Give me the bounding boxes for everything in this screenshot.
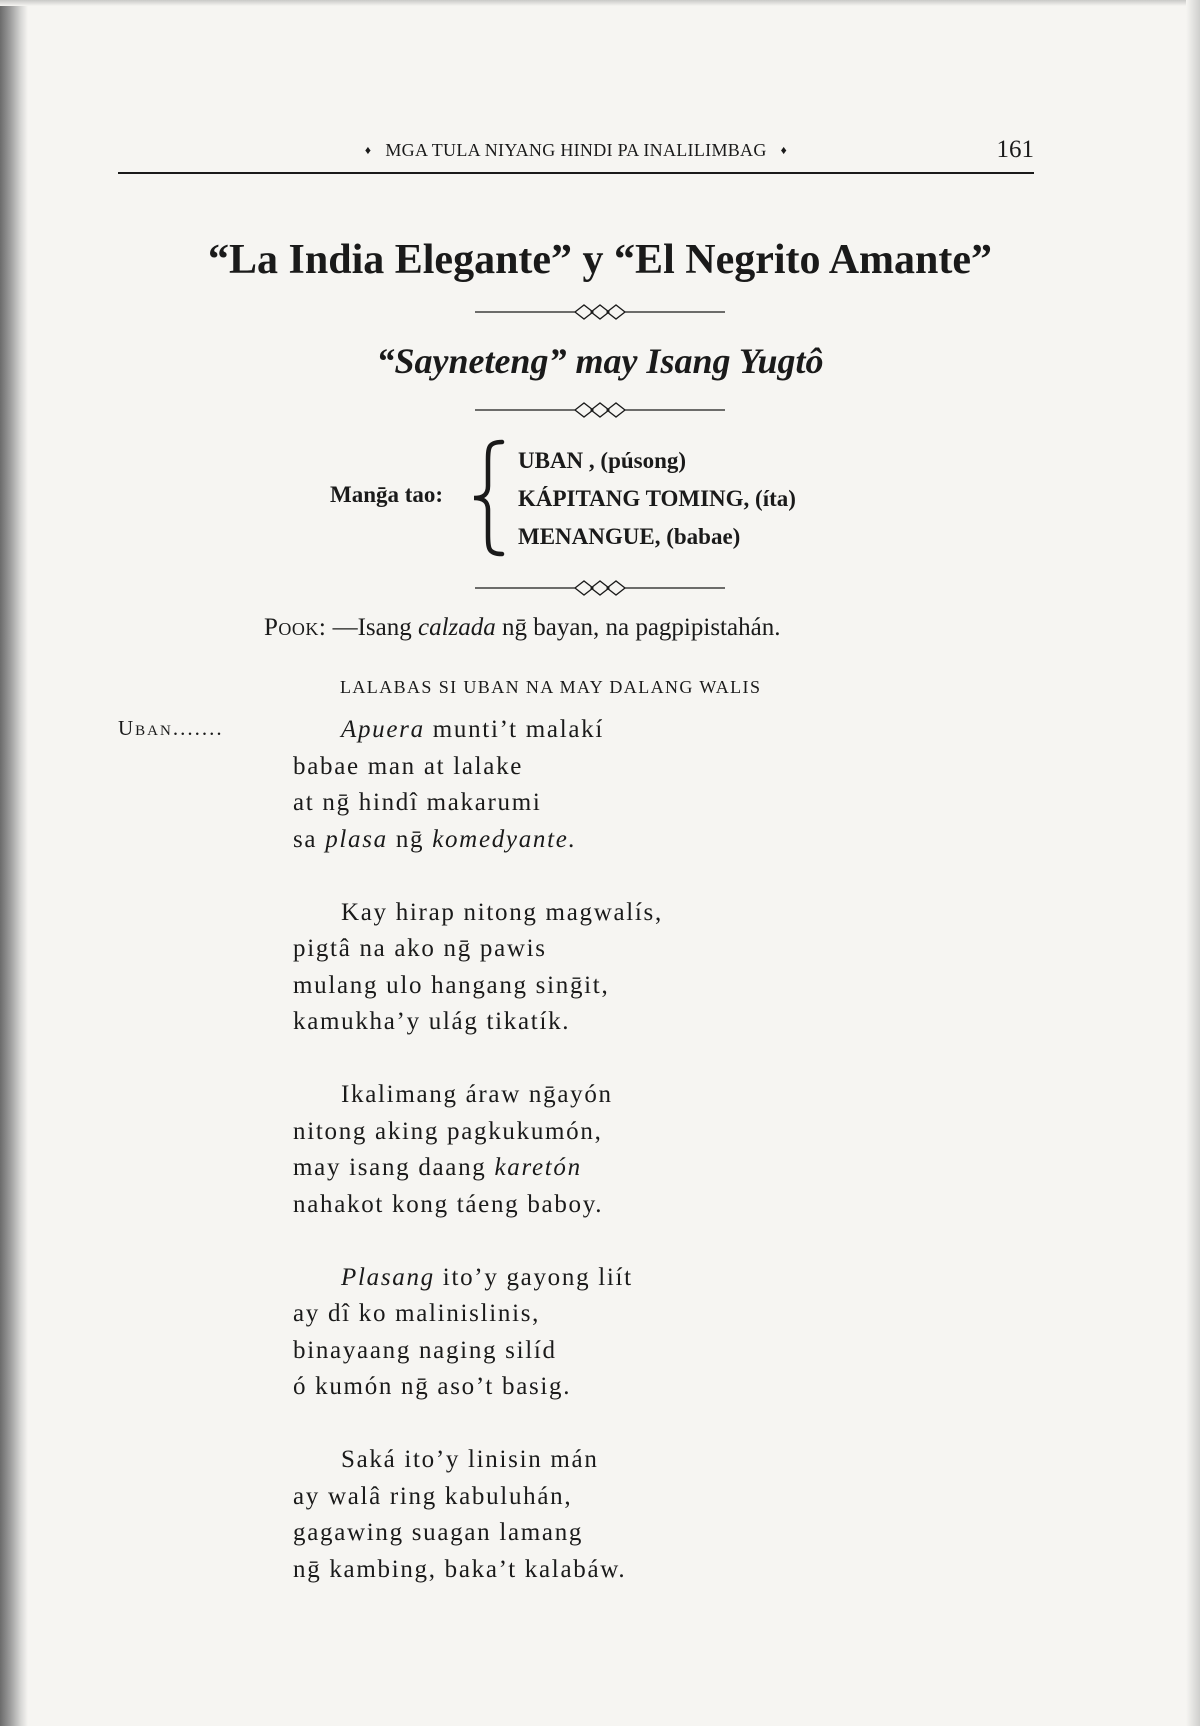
cast-label: Manḡa tao:	[330, 482, 444, 507]
stanza	[293, 1260, 993, 1406]
page-subtitle: “Sayneteng” may Isang Yugtô	[376, 341, 824, 381]
poem-line: pigtâ na ako nḡ pawis	[293, 935, 547, 962]
setting-italic: calzada	[418, 614, 496, 641]
page-top-edge	[0, 0, 1200, 6]
poem-line: ay walâ ring kabuluhán,	[293, 1482, 573, 1510]
setting-line	[264, 614, 780, 642]
poem-line: nḡ kambing, baka’t kalabáw.	[293, 1555, 627, 1583]
running-head	[118, 136, 1034, 172]
poem-line: sa plasa nḡ komedyante.	[293, 825, 577, 853]
ornament-divider-1	[0, 300, 1200, 324]
poem-line: babae man at lalake	[293, 752, 524, 780]
poem-line: Kay hirap nitong magwalís,	[341, 898, 663, 926]
page-title: “La India Elegante” y “El Negrito Amante”	[208, 237, 992, 283]
cast-member: KÁPITANG TOMING, (íta)	[518, 486, 796, 511]
setting-text: —Isang	[326, 614, 419, 641]
poem-line: kamukha’y ulág tikatík.	[293, 1008, 571, 1035]
cast-member: UBAN , (púsong)	[518, 448, 687, 473]
poem-line: Ikalimang áraw nḡayón	[341, 1081, 613, 1108]
header-rule	[118, 172, 1034, 174]
poem-line: nitong aking pagkukumón,	[293, 1117, 603, 1145]
poem-line: ay dî ko malinislinis,	[293, 1300, 541, 1327]
stanza	[293, 895, 993, 1041]
page-number: 161	[996, 136, 1034, 163]
curly-brace-icon	[468, 438, 508, 558]
diamond-right-icon: ♦	[780, 143, 788, 157]
stanza	[293, 1442, 993, 1588]
setting-text: nḡ bayan, na pagpipistahán.	[495, 614, 781, 641]
poem-line: Plasang ito’y gayong liít	[341, 1263, 633, 1291]
cast-member: MENANGUE, (babae)	[518, 524, 741, 549]
cast-members	[518, 442, 796, 556]
poem-line: ó kumón nḡ aso’t basig.	[293, 1373, 572, 1400]
cast-list-block	[330, 442, 890, 548]
stanza	[293, 1077, 993, 1223]
ornament-divider-icon	[475, 300, 725, 324]
poem-line: Saká ito’y linisin mán	[341, 1446, 599, 1473]
poem-line: gagawing suagan lamang	[293, 1519, 584, 1546]
poem-line: Apuera munti’t malakí	[341, 716, 604, 743]
poem-line: binayaang naging silíd	[293, 1336, 557, 1364]
running-head-title	[118, 140, 1034, 161]
stage-direction: LALABAS SI UBAN NA MAY DALANG WALIS	[340, 677, 762, 697]
diamond-left-icon: ♦	[364, 143, 372, 157]
ornament-divider-2	[0, 398, 1200, 422]
ornament-divider-3	[0, 576, 1200, 600]
poem-line: may isang daang karetón	[293, 1154, 582, 1181]
speaker-name: Uban.......	[118, 716, 224, 740]
poem-line: mulang ulo hangang sinḡit,	[293, 971, 610, 999]
ornament-divider-icon	[475, 398, 725, 422]
stanza	[293, 712, 993, 858]
ornament-divider-icon	[475, 576, 725, 600]
setting-label: Pook:	[264, 614, 327, 641]
running-head-text: MGA TULA NIYANG HINDI PA INALILIMBAG	[385, 140, 767, 160]
poem-body	[293, 712, 993, 1625]
poem-line: nahakot kong táeng baboy.	[293, 1190, 604, 1218]
poem-line: at nḡ hindî makarumi	[293, 789, 542, 816]
